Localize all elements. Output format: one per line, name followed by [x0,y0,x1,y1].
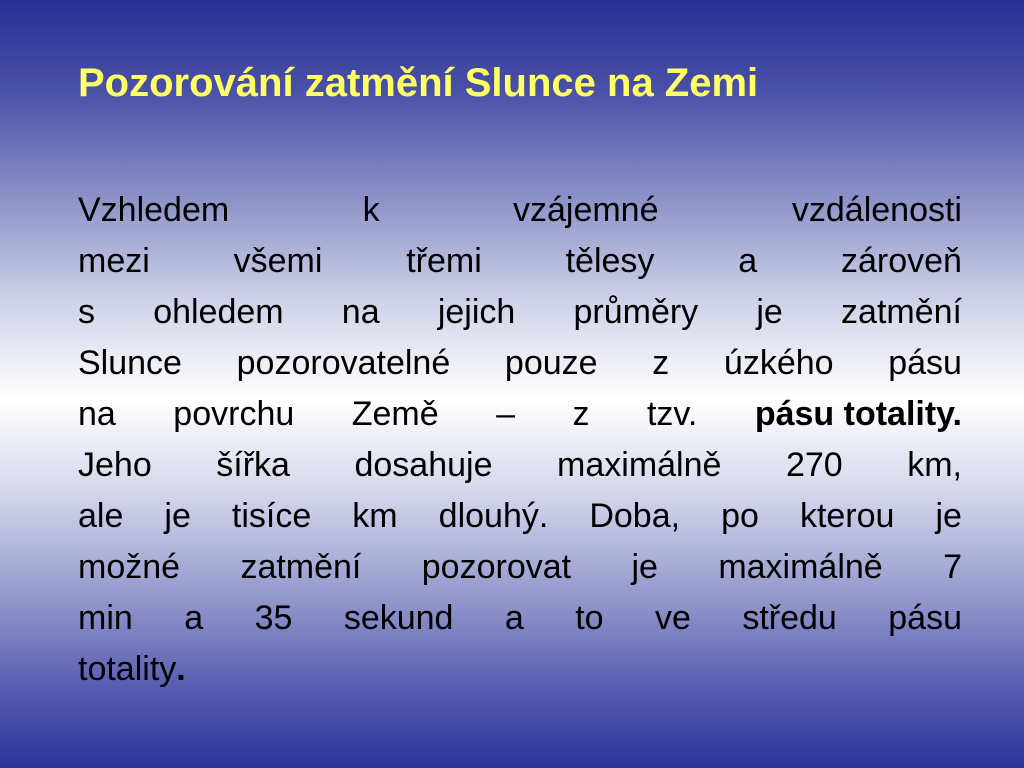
word: min [78,599,133,637]
word: všemi [233,242,323,280]
word: pásu [888,344,962,382]
word: na [78,395,116,433]
paragraph-line [78,644,962,695]
word: a [184,599,204,637]
word: km [352,497,398,535]
word: je [756,293,783,331]
word: kterou [799,497,895,535]
word: je [631,548,658,586]
word: ale [78,497,124,535]
word: totality [78,650,177,688]
word: s [78,293,95,331]
paragraph-line [78,593,962,644]
word: Země [351,395,439,433]
word: ve [655,599,691,637]
word: a [738,242,758,280]
word: km, [907,446,962,484]
word: šířka [216,446,290,484]
word: tisíce [231,497,312,535]
word: středu [742,599,837,637]
word: je [164,497,191,535]
word: – [496,395,516,433]
word: maximálně [557,446,722,484]
word: z [652,344,670,382]
word: Jeho [78,446,152,484]
word: 7 [943,548,962,586]
highlighted-term: pásu totality. [754,395,962,433]
word: tzv. [646,395,698,433]
word: to [575,599,604,637]
word: pozorovatelné [236,344,451,382]
word: z [572,395,590,433]
word: na [341,293,380,331]
word: zároveň [840,242,962,280]
paragraph-line [78,491,962,542]
word: vzájemné [512,191,659,229]
word: tělesy [565,242,655,280]
word: mezi [78,242,150,280]
paragraph-line [78,185,962,236]
word: průměry [573,293,699,331]
paragraph-line [78,542,962,593]
slide-body-paragraph [78,185,962,695]
paragraph-line [78,389,962,440]
slide-title: Pozorování zatmění Slunce na Zemi [78,61,759,105]
word: 270 [785,446,843,484]
word: úzkého [723,344,834,382]
word: maximálně [718,548,883,586]
word: Vzhledem [78,191,230,229]
word: pozorovat [421,548,572,586]
paragraph-line [78,236,962,287]
word: pásu [888,599,962,637]
word: vzdálenosti [791,191,962,229]
word: zatmění [240,548,362,586]
word: Doba, [589,497,681,535]
word: dlouhý. [438,497,549,535]
word: po [721,497,759,535]
word: jejich [437,293,516,331]
word: 35 [254,599,293,637]
word: sekund [343,599,454,637]
word: dosahuje [354,446,493,484]
word: ohledem [153,293,284,331]
word: pouze [504,344,598,382]
final-period: . [176,650,186,688]
word: povrchu [173,395,295,433]
paragraph-line [78,440,962,491]
word: a [504,599,524,637]
word: třemi [406,242,482,280]
word: k [362,191,380,229]
word: je [935,497,962,535]
paragraph-line [78,338,962,389]
paragraph-line [78,287,962,338]
word: zatmění [841,293,962,331]
word: Slunce [78,344,182,382]
word: možné [78,548,181,586]
